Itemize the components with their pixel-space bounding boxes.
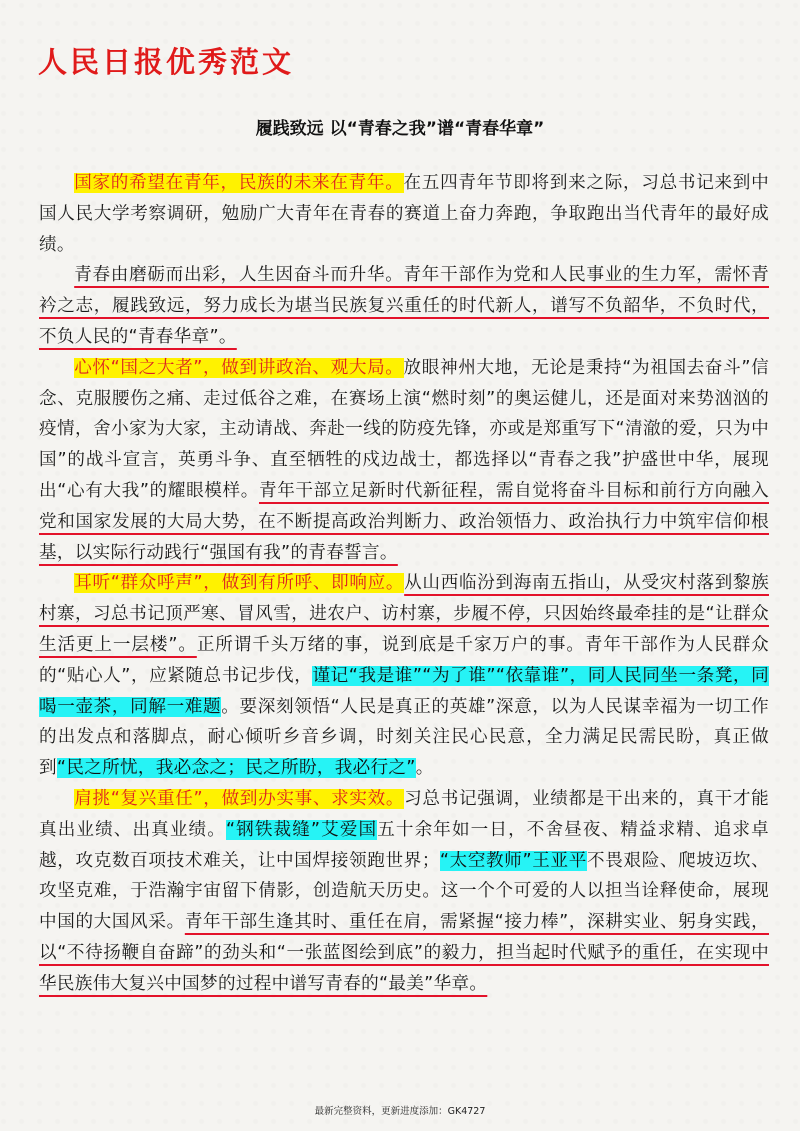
article-title: 履践致远 以“青春之我”谱“青春华章”: [255, 119, 545, 139]
section-heading-highlight: 耳听“群众呼声”，做到有所呼、即响应。: [74, 573, 405, 594]
body-text: 不畏艰险、爬坡迈坎、攻坚克难，于浩瀚宇宙留下倩影，创造航天历史。这一个个可爱的人以担当诠释使命，展现中国的大国风采。: [39, 850, 769, 933]
body-text: 在五四青年节即将到来之际，习总书记来到中国人民大学考察调研，勉励广大青年在青春的赛道上奋力奔跑，争取跑出当代青年的最好成绩。: [39, 173, 769, 255]
paragraph: [39, 784, 769, 1000]
body-text: 。: [415, 758, 434, 779]
document-header-title: 人民日报优秀范文: [38, 45, 295, 79]
cyan-highlight-text: “钢铁裁缝”艾爱国: [225, 819, 378, 840]
underlined-text: 从山西临汾到海南五指山，从受灾村落到黎族村寨，习总书记顶严寒、冒风雪，进农户、访村寨，步履不停，只因始终最牵挂的是“让群众生活更上一层楼”。: [39, 573, 769, 655]
underlined-text: 青年干部立足新时代新征程，需自觉将奋斗目标和前行方向融入党和国家发展的大局大势，在不断提高政治判断力、政治领悟力、政治执行力中筑牢信仰根基，以实际行动践行“强国有我”的青春誓言。: [39, 480, 769, 563]
underlined-text: 青年干部生逢其时、重任在肩，需紧握“接力棒”，深耕实业、躬身实践，以“不待扬鞭自奋蹄”的劲头和“一张蓝图绘到底”的毅力，担当起时代赋予的重任，在实现中华民族伟大复兴中国梦的过程中谱写青春的“最美”华章。: [39, 912, 769, 994]
paragraph: [39, 353, 769, 569]
paragraph: [39, 568, 769, 784]
paragraph: [39, 260, 769, 352]
underlined-text: 青春由磨砺而出彩，人生因奋斗而升华。青年干部作为党和人民事业的生力军，需怀青衿之志，履践致远，努力成长为堪当民族复兴重任的时代新人，谱写不负韶华，不负时代，不负人民的“青春华章”。: [39, 265, 769, 347]
section-heading-highlight: 心怀“国之大者”，做到讲政治、观大局。: [74, 357, 404, 378]
cyan-highlight-text: “太空教师”王亚平: [439, 850, 587, 871]
article-body: [39, 168, 769, 1000]
body-text: 习总书记强调，业绩都是干出来的，真干才能真出业绩、出真业绩。: [39, 788, 769, 840]
body-text: 。要深刻领悟“人民是真正的英雄”深意，以为人民谋幸福为一切工作的出发点和落脚点，耐心倾听乡音乡调，时刻关注民心民意，全力满足民需民盼，真正做到: [39, 696, 769, 779]
section-heading-highlight: 肩挑“复兴重任”，做到办实事、求实效。: [74, 788, 405, 809]
section-heading-highlight: 国家的希望在青年，民族的未来在青年。: [74, 173, 404, 193]
body-text: 放眼神州大地，无论是秉持“为祖国去奋斗”信念、克服腰伤之痛、走过低谷之难，在赛场上演“燃时刻”的奥运健儿，还是面对来势汹汹的疫情，舍小家为大家，主动请战、奔赴一线的防疫先锋，亦或是郑重写下“清澈的爱，只为中国”的战斗宣言，英勇斗争、直至牺牲的戍边战士，都选择以“青春之我”护盛世中华，展现出“心有大我”的耀眼模样。: [39, 357, 769, 501]
footer-note: 最新完整资料，更新进度添加：GK4727: [314, 1106, 486, 1117]
cyan-highlight-text: 谨记“我是谁”“为了谁”“依靠谁”，同人民同坐一条凳，同喝一壶茶，同解一难题: [39, 665, 770, 717]
body-text: 五十余年如一日，不舍昼夜、精益求精、追求卓越，攻克数百项技术难关，让中国焊接领跑世界；: [39, 819, 769, 871]
body-text: 正所谓千头万绪的事，说到底是千家万户的事。青年干部作为人民群众的“贴心人”，应紧随总书记步伐，: [39, 634, 769, 686]
cyan-highlight-text: “民之所忧，我必念之；民之所盼，我必行之”: [56, 758, 416, 779]
paragraph: [39, 168, 769, 260]
